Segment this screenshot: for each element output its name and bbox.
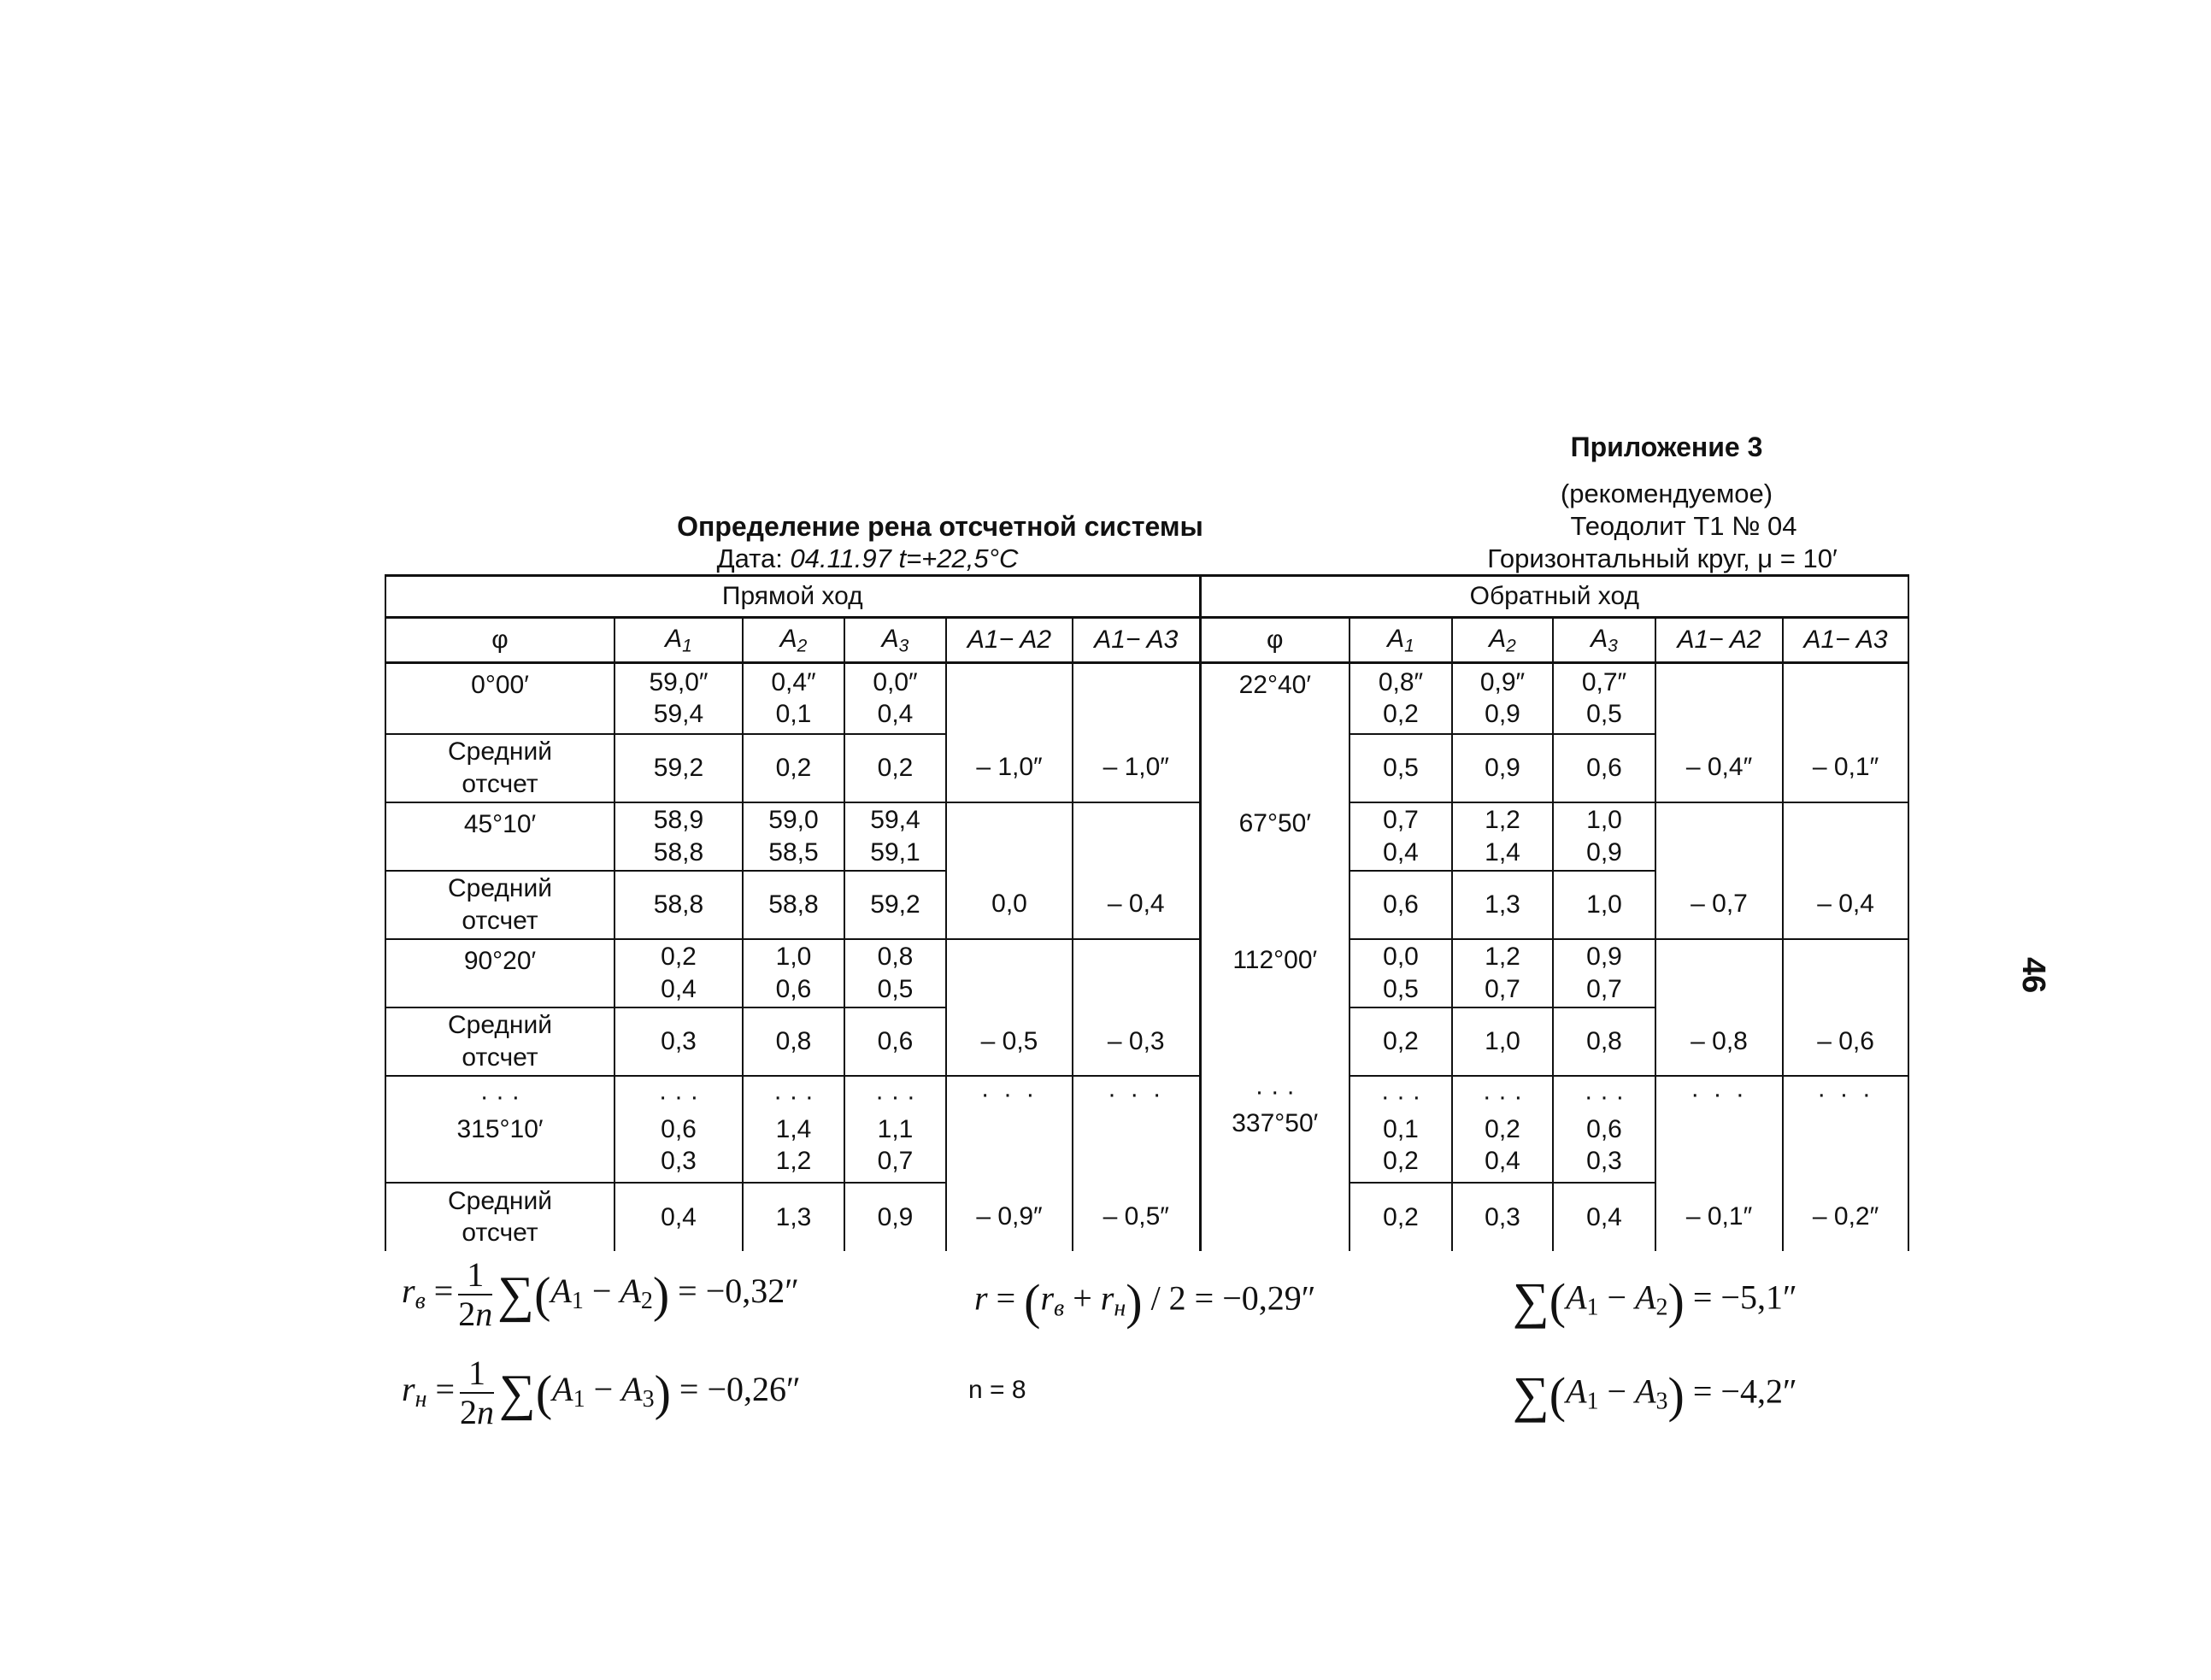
diff-a1-a3: – 0,5″ [1073, 1183, 1200, 1251]
mean-a3: 0,2 [844, 734, 946, 802]
a3-readings: 59,4 59,1 [844, 802, 946, 871]
mean-label: Средний отсчет [385, 871, 614, 939]
mean-a1: 0,3 [614, 1007, 743, 1076]
mean-a3: 0,4 [1553, 1183, 1655, 1251]
col-phi: φ [1200, 618, 1350, 663]
mean-a1: 0,4 [614, 1183, 743, 1251]
table-row [385, 663, 1908, 734]
phi-direct: 90°20′ [385, 939, 614, 1007]
a3-readings: 1,0 0,9 [1553, 802, 1655, 871]
n-value: n = 8 [968, 1376, 1026, 1404]
col-a1-a2: A1− A2 [946, 618, 1073, 663]
a2-readings: 1,0 0,6 [743, 939, 844, 1007]
col-a1-a2: A1− A2 [1655, 618, 1783, 663]
a2-readings: 1,2 0,7 [1452, 939, 1553, 1007]
diff-a1-a3: – 0,3 [1073, 1007, 1200, 1076]
document-title: Определение рена отсчетной системы [677, 511, 1203, 542]
diff-a1-a3: – 0,4 [1783, 871, 1908, 939]
table-row-mean [385, 734, 1908, 802]
phi-reverse: 112°00′ [1200, 939, 1350, 1007]
table-row-mean [385, 871, 1908, 939]
diff-a1-a3: – 0,1″ [1783, 734, 1908, 802]
formula-r: $r = (r_в + r_н) / 2 = -0,29''$ [974, 1274, 1316, 1330]
mean-a1: 58,8 [614, 871, 743, 939]
appendix-title: Приложение 3 [1570, 432, 1763, 462]
col-a1: $A_1$ [1350, 618, 1452, 663]
col-a2: $A_2$ [1452, 618, 1553, 663]
table-row-mean [385, 1007, 1908, 1076]
measurement-table [385, 574, 1909, 1251]
diff-a1-a2: – 0,7 [1655, 871, 1783, 939]
a3-readings: · · · 1,1 0,7 [844, 1076, 946, 1183]
mean-label: Средний отсчет [385, 734, 614, 802]
theodolite-label: Теодолит Т1 № 04 [1570, 511, 1797, 541]
direct-run-header: Прямой ход [385, 576, 1200, 618]
formula-rn: $r_н$ = $\frac{1}{2n}$ $\sum(A_1 - A_3) = -0,26''$ [402, 1354, 801, 1431]
formula-rv: $r_в$ = $\frac{1}{2n}$ $\sum(A_1 - A_2) = -0,32''$ [402, 1255, 799, 1333]
mean-a2: 1,0 [1452, 1007, 1553, 1076]
diff-a1-a2: – 0,9″ [946, 1183, 1073, 1251]
diff-a1-a3: – 0,6 [1783, 1007, 1908, 1076]
mean-a2: 58,8 [743, 871, 844, 939]
mean-a2: 0,8 [743, 1007, 844, 1076]
a2-readings: · · · 0,2 0,4 [1452, 1076, 1553, 1183]
a1-readings: 0,8″ 0,2 [1350, 663, 1452, 734]
diff-a1-a2: – 0,4″ [1655, 734, 1783, 802]
col-a2: $A_2$ [743, 618, 844, 663]
col-a1: $A_1$ [614, 618, 743, 663]
a1-readings: 58,9 58,8 [614, 802, 743, 871]
mean-a3: 59,2 [844, 871, 946, 939]
diff-a1-a2: – 1,0″ [946, 734, 1073, 802]
mean-a3: 1,0 [1553, 871, 1655, 939]
date-label: Дата: [716, 543, 791, 573]
mean-a1: 0,2 [1350, 1007, 1452, 1076]
a3-readings: · · · 0,6 0,3 [1553, 1076, 1655, 1183]
ellipsis: · · · [479, 1083, 520, 1112]
col-phi: φ [385, 618, 614, 663]
a2-readings: 0,9″ 0,9 [1452, 663, 1553, 734]
col-a1-a3: A1− A3 [1073, 618, 1200, 663]
a1-readings: 0,2 0,4 [614, 939, 743, 1007]
phi-reverse: 22°40′ [1200, 663, 1350, 734]
mean-a2: 0,3 [1452, 1183, 1553, 1251]
phi-reverse: 67°50′ [1200, 802, 1350, 871]
phi-direct: 45°10′ [385, 802, 614, 871]
diff-a1-a3: – 0,2″ [1783, 1183, 1908, 1251]
table-row [385, 1076, 1908, 1183]
col-a1-a3: A1− A3 [1783, 618, 1908, 663]
mean-a1: 0,5 [1350, 734, 1452, 802]
a3-readings: 0,9 0,7 [1553, 939, 1655, 1007]
diff-a1-a2: – 0,5 [946, 1007, 1073, 1076]
diff-a1-a2: – 0,1″ [1655, 1183, 1783, 1251]
table-row-mean [385, 1183, 1908, 1251]
mean-a2: 0,9 [1452, 734, 1553, 802]
phi-direct: 0°00′ [385, 663, 614, 734]
reverse-run-header: Обратный ход [1200, 576, 1908, 618]
table-row [385, 939, 1908, 1007]
mean-a2: 1,3 [1452, 871, 1553, 939]
a1-readings: 59,0″ 59,4 [614, 663, 743, 734]
mean-label: Средний отсчет [385, 1007, 614, 1076]
phi-reverse: · · · 337°50′ [1200, 1076, 1350, 1183]
measurement-date [650, 543, 1085, 574]
recommended-note: (рекомендуемое) [1560, 479, 1773, 508]
a3-readings: 0,7″ 0,5 [1553, 663, 1655, 734]
temperature-var: t [898, 543, 907, 573]
ellipsis: · · · [1783, 1076, 1908, 1183]
temperature-value: =+22,5°С [906, 543, 1019, 573]
a2-readings: · · · 1,4 1,2 [743, 1076, 844, 1183]
col-a3: $A_3$ [844, 618, 946, 663]
diff-a1-a2: – 0,8 [1655, 1007, 1783, 1076]
horizontal-circle-label: Горизонтальный круг, μ = 10′ [1487, 543, 1838, 573]
col-a3: $A_3$ [1553, 618, 1655, 663]
ellipsis: · · · [1655, 1076, 1783, 1183]
ellipsis: · · · [1073, 1076, 1200, 1183]
mean-a3: 0,8 [1553, 1007, 1655, 1076]
a1-readings: · · · 0,1 0,2 [1350, 1076, 1452, 1183]
diff-a1-a2: 0,0 [946, 871, 1073, 939]
ellipsis: · · · [946, 1076, 1073, 1183]
a1-readings: 0,0 0,5 [1350, 939, 1452, 1007]
phi-direct: · · · 315°10′ [385, 1076, 614, 1183]
table-row [385, 802, 1908, 871]
mean-a1: 0,2 [1350, 1183, 1452, 1251]
a1-readings: · · · 0,6 0,3 [614, 1076, 743, 1183]
mean-a1: 0,6 [1350, 871, 1452, 939]
page-number: 46 [2015, 957, 2051, 994]
a2-readings: 0,4″ 0,1 [743, 663, 844, 734]
formula-sum12: $\sum(A_1 - A_2) = -5,1''$ [1513, 1272, 1797, 1329]
a3-readings: 0,0″ 0,4 [844, 663, 946, 734]
a3-readings: 0,8 0,5 [844, 939, 946, 1007]
mean-label: Средний отсчет [385, 1183, 614, 1251]
diff-a1-a3: – 1,0″ [1073, 734, 1200, 802]
date-value: 04.11.97 [790, 543, 899, 573]
a1-readings: 0,7 0,4 [1350, 802, 1452, 871]
mean-a3: 0,6 [1553, 734, 1655, 802]
a2-readings: 1,2 1,4 [1452, 802, 1553, 871]
mean-a2: 1,3 [743, 1183, 844, 1251]
diff-a1-a3: – 0,4 [1073, 871, 1200, 939]
mean-a3: 0,9 [844, 1183, 946, 1251]
mean-a3: 0,6 [844, 1007, 946, 1076]
a2-readings: 59,0 58,5 [743, 802, 844, 871]
mean-a1: 59,2 [614, 734, 743, 802]
mean-a2: 0,2 [743, 734, 844, 802]
formula-sum13: $\sum(A_1 - A_3) = -4,2''$ [1513, 1366, 1797, 1423]
